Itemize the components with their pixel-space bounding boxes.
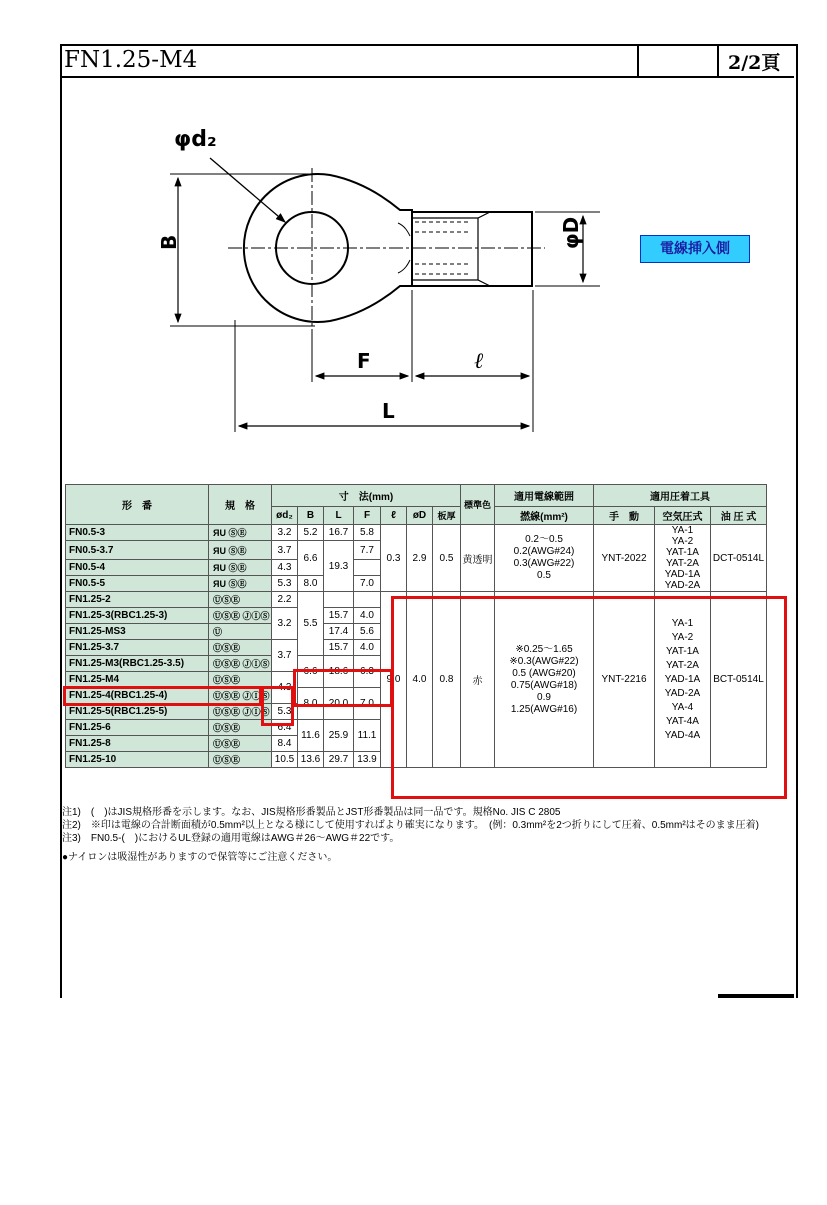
standard-cell: ЯU ⓈⒺ — [209, 541, 272, 560]
model-cell: FN0.5-5 — [66, 576, 209, 592]
label-ell: ℓ — [474, 349, 484, 374]
page-number: 2/2頁 — [728, 52, 781, 74]
F-cell: 13.9 — [354, 752, 381, 768]
header-model: 形 番 — [66, 485, 209, 525]
wire-insertion-side-badge: 電線挿入側 — [640, 235, 750, 263]
model-cell: FN1.25-M4 — [66, 672, 209, 688]
footer-bar — [718, 994, 794, 998]
L-cell: 15.7 — [324, 608, 354, 624]
F-cell: 5.8 — [354, 525, 381, 541]
F-cell: 4.0 — [354, 608, 381, 624]
B-cell: 8.0 — [298, 576, 324, 592]
d2-cell: 3.2 — [272, 525, 298, 541]
standard-cell: Ⓤ — [209, 624, 272, 640]
d2-cell: 8.4 — [272, 736, 298, 752]
barrel — [412, 212, 532, 286]
standard-cell: ⓊⓈⒺ ⒿⒾⓈ — [209, 656, 272, 672]
F-cell: 7.7 — [354, 541, 381, 560]
B-cell: 13.6 — [298, 752, 324, 768]
L-cell: 19.3 — [324, 541, 354, 592]
standard-cell: ⓊⓈⒺ — [209, 720, 272, 736]
model-cell: FN1.25-6 — [66, 720, 209, 736]
d2-cell: 6.4 — [272, 720, 298, 736]
F-cell — [354, 560, 381, 576]
L-cell: 16.7 — [324, 525, 354, 541]
wire-range-cell: 0.2～0.5 0.2(AWG#24) 0.3(AWG#22) 0.5 — [495, 525, 594, 592]
header-ell: ℓ — [381, 507, 407, 525]
oil-tool-cell: DCT-0514L — [711, 525, 767, 592]
F-cell: 7.0 — [354, 688, 381, 720]
highlight-box-d2 — [261, 686, 294, 726]
d2-cell: 5.3 — [272, 576, 298, 592]
color-cell: 赤 — [461, 592, 495, 768]
standard-cell: ⓊⓈⒺ — [209, 592, 272, 608]
L-cell — [324, 592, 354, 608]
model-cell: FN0.5-3 — [66, 525, 209, 541]
air-tool-cell: YA-1 YA-2 YAT-1A YAT-2A YAD-1A YAD-2A YA-4 YAT-4A YAD-4A — [655, 592, 711, 768]
L-cell: 25.9 — [324, 720, 354, 752]
standard-cell: ЯU ⓈⒺ — [209, 576, 272, 592]
page-title: FN1.25-M4 — [64, 47, 198, 73]
ell-cell: 9.0 — [381, 592, 407, 768]
d2-cell: 3.7 — [272, 541, 298, 560]
F-cell: 7.0 — [354, 576, 381, 592]
model-cell: FN1.25-4(RBC1.25-4) — [66, 688, 209, 704]
label-B: B — [157, 234, 181, 250]
L-cell: 15.7 — [324, 640, 354, 656]
d2-cell: 10.5 — [272, 752, 298, 768]
D-cell: 2.9 — [407, 525, 433, 592]
model-cell: FN1.25-5(RBC1.25-5) — [66, 704, 209, 720]
F-cell: 6.3 — [354, 656, 381, 688]
thickness-cell: 0.8 — [433, 592, 461, 768]
B-cell: 11.6 — [298, 720, 324, 752]
standard-cell: ЯU ⓈⒺ — [209, 525, 272, 541]
header-wire-sub: 撚線(mm²) — [495, 507, 594, 525]
standard-cell: ⓊⓈⒺ ⒿⒾⓈ — [209, 688, 272, 704]
standard-cell: ⓊⓈⒺ — [209, 736, 272, 752]
note-3: 注3) FN0.5-( )におけるUL登録の適用電線はAWG＃26～AWG＃22です。 — [62, 833, 400, 844]
model-cell: FN0.5-4 — [66, 560, 209, 576]
note-1: 注1) ( )はJIS規格形番を示します。なお、JIS規格形番製品とJST形番製品は同一品です。規格No. JIS C 2805 — [62, 807, 561, 818]
color-cell: 黄透明 — [461, 525, 495, 592]
B-cell: 5.5 — [298, 592, 324, 656]
standard-cell: ЯU ⓈⒺ — [209, 560, 272, 576]
d2-cell: 3.2 — [272, 608, 298, 640]
model-cell: FN1.25-8 — [66, 736, 209, 752]
B-cell: 6.6 — [298, 541, 324, 576]
header-D: øD — [407, 507, 433, 525]
L-cell: 29.7 — [324, 752, 354, 768]
wire-range-cell: ※0.25～1.65 ※0.3(AWG#22) 0.5 (AWG#20) 0.75(AWG#18) 0.9 1.25(AWG#16) — [495, 592, 594, 768]
B-cell: 6.6 — [298, 656, 324, 688]
model-cell: FN1.25-3.7 — [66, 640, 209, 656]
B-cell: 8.0 — [298, 688, 324, 720]
header-dimensions: 寸 法(mm) — [272, 485, 461, 507]
air-tool-cell: YA-1 YA-2 YAT-1A YAT-2A YAD-1A YAD-2A — [655, 525, 711, 592]
d2-cell: 4.3 — [272, 560, 298, 576]
B-cell: 5.2 — [298, 525, 324, 541]
header-wire-range: 適用電線範囲 — [495, 485, 594, 507]
L-cell: 20.0 — [324, 688, 354, 720]
highlight-box-common — [391, 596, 787, 799]
header-color: 標準色 — [461, 485, 495, 525]
F-cell: 5.6 — [354, 624, 381, 640]
oil-tool-cell: BCT-0514L — [711, 592, 767, 768]
header-L: L — [324, 507, 354, 525]
F-cell — [354, 592, 381, 608]
header-tool-air: 空気圧式 — [655, 507, 711, 525]
header-d2: ød₂ — [272, 507, 298, 525]
label-phi-d2: φd₂ — [174, 127, 217, 152]
model-cell: FN1.25-2 — [66, 592, 209, 608]
F-cell: 4.0 — [354, 640, 381, 656]
D-cell: 4.0 — [407, 592, 433, 768]
model-cell: FN1.25-MS3 — [66, 624, 209, 640]
standard-cell: ⓊⓈⒺ — [209, 672, 272, 688]
highlight-box-dims — [293, 669, 393, 707]
standard-cell: ⓊⓈⒺ ⒿⒾⓈ — [209, 608, 272, 624]
header-tool-oil: 油 圧 式 — [711, 507, 767, 525]
d2-cell: 4.3 — [272, 672, 298, 704]
note-2: 注2) ※印は電線の合計断面積が0.5mm²以上となる様にして使用すればより確実になります。 (例：0.3mm²を2つ折りにして圧着、0.5mm²はそのまま圧着) — [62, 820, 759, 831]
label-L: L — [382, 399, 395, 423]
standard-cell: ⓊⓈⒺ ⒿⒾⓈ — [209, 704, 272, 720]
standard-cell: ⓊⓈⒺ — [209, 640, 272, 656]
d2-cell: 5.3 — [272, 704, 298, 720]
header-tool-hand: 手 動 — [594, 507, 655, 525]
L-cell: 17.4 — [324, 624, 354, 640]
model-cell: FN1.25-M3(RBC1.25-3.5) — [66, 656, 209, 672]
d2-cell: 3.7 — [272, 640, 298, 672]
L-cell: 18.6 — [324, 656, 354, 688]
d2-cell: 2.2 — [272, 592, 298, 608]
note-nylon: ●ナイロンは吸湿性がありますので保管等にご注意ください。 — [62, 852, 338, 863]
model-cell: FN1.25-10 — [66, 752, 209, 768]
header-thickness: 板厚 — [433, 507, 461, 525]
label-F: F — [357, 349, 371, 373]
standard-cell: ⓊⓈⒺ — [209, 752, 272, 768]
header-F: F — [354, 507, 381, 525]
hand-tool-cell: YNT-2216 — [594, 592, 655, 768]
F-cell: 11.1 — [354, 720, 381, 752]
header-standard: 規 格 — [209, 485, 272, 525]
header-tools: 適用圧着工具 — [594, 485, 767, 507]
thickness-cell: 0.5 — [433, 525, 461, 592]
model-cell: FN1.25-3(RBC1.25-3) — [66, 608, 209, 624]
hand-tool-cell: YNT-2022 — [594, 525, 655, 592]
model-cell: FN0.5-3.7 — [66, 541, 209, 560]
highlight-box-model — [63, 686, 262, 706]
label-phi-D: φD — [559, 216, 583, 249]
notes — [62, 806, 759, 864]
header-B: B — [298, 507, 324, 525]
ell-cell: 0.3 — [381, 525, 407, 592]
